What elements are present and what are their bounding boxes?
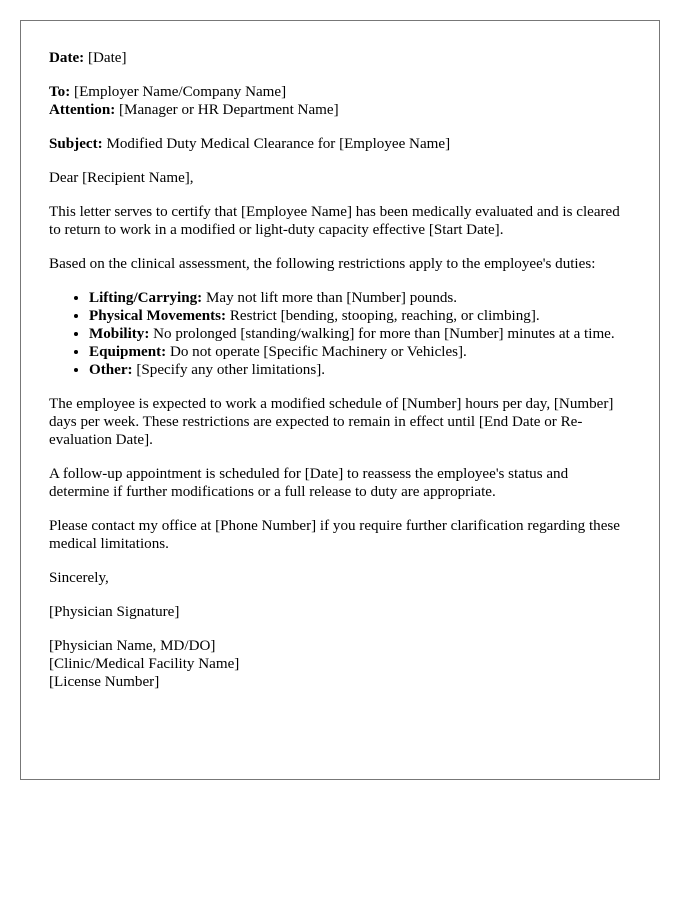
restriction-text: May not lift more than [Number] pounds. [205,290,458,306]
attention-label: Attention: [49,102,116,118]
facility-name: [Clinic/Medical Facility Name] [49,656,240,672]
list-item [89,289,631,307]
subject-value: Modified Duty Medical Clearance for [Employee Name] [106,136,451,152]
date-label: Date: [49,50,85,66]
restriction-text: No prolonged [standing/walking] for more than [Number] minutes at a time. [153,326,615,342]
intro-paragraph: This letter serves to certify that [Employee Name] has been medically evaluated and is cleared to return to work in a modified or light-duty capacity effective [Start Date]. [49,204,620,238]
to-value: [Employer Name/Company Name] [74,84,287,100]
restrictions-intro: Based on the clinical assessment, the following restrictions apply to the employee's duties: [49,256,596,272]
list-item [89,343,631,361]
to-label: To: [49,84,71,100]
restriction-text: Restrict [bending, stooping, reaching, or climbing]. [229,308,540,324]
restriction-label: Lifting/Carrying: [89,290,203,306]
subject-line [49,135,631,153]
followup-paragraph: A follow-up appointment is scheduled for [Date] to reassess the employee's status and determine if further modifications or a full release to duty are appropriate. [49,466,569,500]
restriction-label: Other: [89,362,133,378]
restriction-label: Equipment: [89,344,167,360]
list-item [89,307,631,325]
contact-paragraph: Please contact my office at [Phone Number] if you require further clarification regarding these medical limitations. [49,518,620,552]
valediction: Sincerely, [49,570,109,586]
physician-name: [Physician Name, MD/DO] [49,638,216,654]
list-item [89,361,631,379]
restriction-text: Do not operate [Specific Machinery or Vehicles]. [169,344,467,360]
list-item [89,325,631,343]
attention-value: [Manager or HR Department Name] [119,102,339,118]
subject-label: Subject: [49,136,103,152]
attention-line [49,101,631,119]
restrictions-list [49,289,631,379]
to-line [49,83,631,101]
recipient-block [49,83,631,119]
restriction-label: Physical Movements: [89,308,227,324]
date-value: [Date] [87,50,127,66]
physician-details [49,637,631,691]
letter-page [20,20,660,780]
schedule-paragraph: The employee is expected to work a modified schedule of [Number] hours per day, [Number] days per week. These restrictions are expected to remain in effect until [End Date or Re-evaluation Date]. [49,396,614,448]
restriction-label: Mobility: [89,326,150,342]
license-number: [License Number] [49,674,160,690]
salutation: Dear [Recipient Name], [49,170,194,186]
date-line [49,49,631,67]
signature-line: [Physician Signature] [49,604,180,620]
restriction-text: [Specify any other limitations]. [136,362,326,378]
